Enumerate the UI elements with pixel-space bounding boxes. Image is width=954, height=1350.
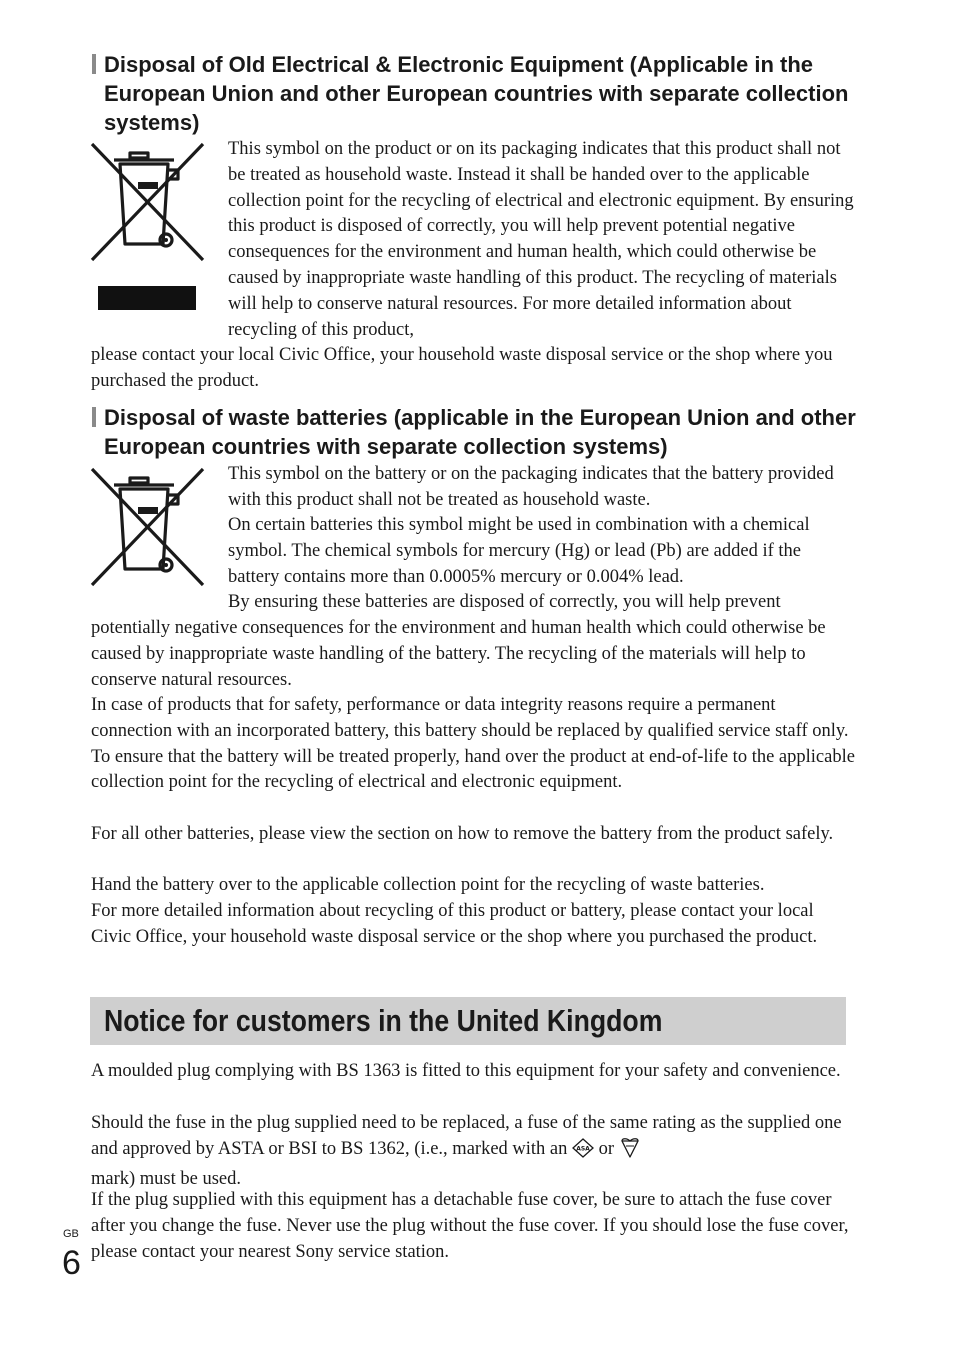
bsi-kitemark-icon bbox=[619, 1138, 641, 1167]
batteries-text-8: For more detailed information about recycling of this product or battery, please contact your local Civic Office, your household waste disposal service or the shop where you purchased the product. bbox=[91, 901, 818, 947]
batteries-heading: Disposal of waste batteries (applicable in the European Union and other European countries with separate collection systems) bbox=[104, 405, 856, 459]
batteries-text-7: Hand the battery over to the applicable collection point for the recycling of waste batteries. bbox=[91, 875, 765, 895]
section-marker bbox=[92, 54, 96, 74]
weee-text-wrapped: This symbol on the product or on its packaging indicates that this product shall not be treated as household waste. Instead it shall be handed over to the applicable collection point for the recycling of electrical and electronic equipment. By ensuring this product is disposed of correctly, you will help prevent potential negative consequences for the environment and human health, which could otherwise be caused by inappropriate waste handling of this product. The recycling of materials will help to conserve natural resources. For more detailed information about recycling of this product, bbox=[228, 139, 854, 340]
uk-notice-title: Notice for customers in the United Kingdom bbox=[104, 1003, 663, 1038]
uk-notice-text-2-or: or bbox=[598, 1138, 615, 1159]
uk-notice-text-3: If the plug supplied with this equipment has a detachable fuse cover, be sure to attach the fuse cover after you change the fuse. Never use the plug without the fuse cover. If you should lose the fuse cover, please contact your nearest Sony service station. bbox=[91, 1190, 849, 1262]
batteries-text-1: This symbol on the battery or on the packaging indicates that the battery provided with this product shall not be treated as household waste. bbox=[228, 464, 834, 510]
page-language-code: GB bbox=[63, 1228, 79, 1240]
uk-notice-text-2-before: Should the fuse in the plug supplied need to be replaced, a fuse of the same rating as the supplied one and approved by ASTA or BSI to BS 1362, (i.e., marked with an bbox=[91, 1113, 842, 1159]
uk-notice-text-2 bbox=[91, 1111, 855, 1192]
asta-mark-text: ASA bbox=[576, 1145, 590, 1153]
weee-text-full: please contact your local Civic Office, your household waste disposal service or the shop where you purchased the product. bbox=[91, 345, 833, 391]
batteries-text-2: On certain batteries this symbol might be used in combination with a chemical symbol. The chemical symbols for mercury (Hg) or lead (Pb) are added if the battery contains more than 0.0005% mercury or 0.004% lead. bbox=[228, 515, 810, 587]
batteries-text-4: potentially negative consequences for the environment and human health which could otherwise be caused by inappropriate waste handling of the battery. The recycling of the materials will help to conserve natural resources. bbox=[91, 618, 826, 690]
crossed-out-bin-icon bbox=[90, 142, 206, 319]
batteries-text-5: In case of products that for safety, performance or data integrity reasons require a permanent connection with an incorporated battery, this battery should be replaced by qualified service staff only. To ensure that the battery will be treated properly, hand over the product at end-of-life to the applicable collection point for the recycling of electrical and electronic equipment. bbox=[91, 695, 855, 793]
uk-notice-band bbox=[90, 997, 846, 1045]
batteries-text-6: For all other batteries, please view the section on how to remove the battery from the product safely. bbox=[91, 824, 834, 844]
asta-mark-icon bbox=[572, 1138, 594, 1167]
batteries-text-3: By ensuring these batteries are disposed of correctly, you will help prevent bbox=[228, 592, 781, 612]
uk-notice-text-1: A moulded plug complying with BS 1363 is fitted to this equipment for your safety and convenience. bbox=[91, 1061, 841, 1081]
weee-heading: Disposal of Old Electrical & Electronic Equipment (Applicable in the European Union and other European countries with separate collection systems) bbox=[104, 52, 849, 135]
page-number: 6 bbox=[62, 1244, 81, 1282]
section-marker bbox=[92, 407, 96, 427]
crossed-out-bin-icon bbox=[90, 467, 206, 594]
uk-notice-text-2-after: mark) must be used. bbox=[91, 1168, 242, 1189]
